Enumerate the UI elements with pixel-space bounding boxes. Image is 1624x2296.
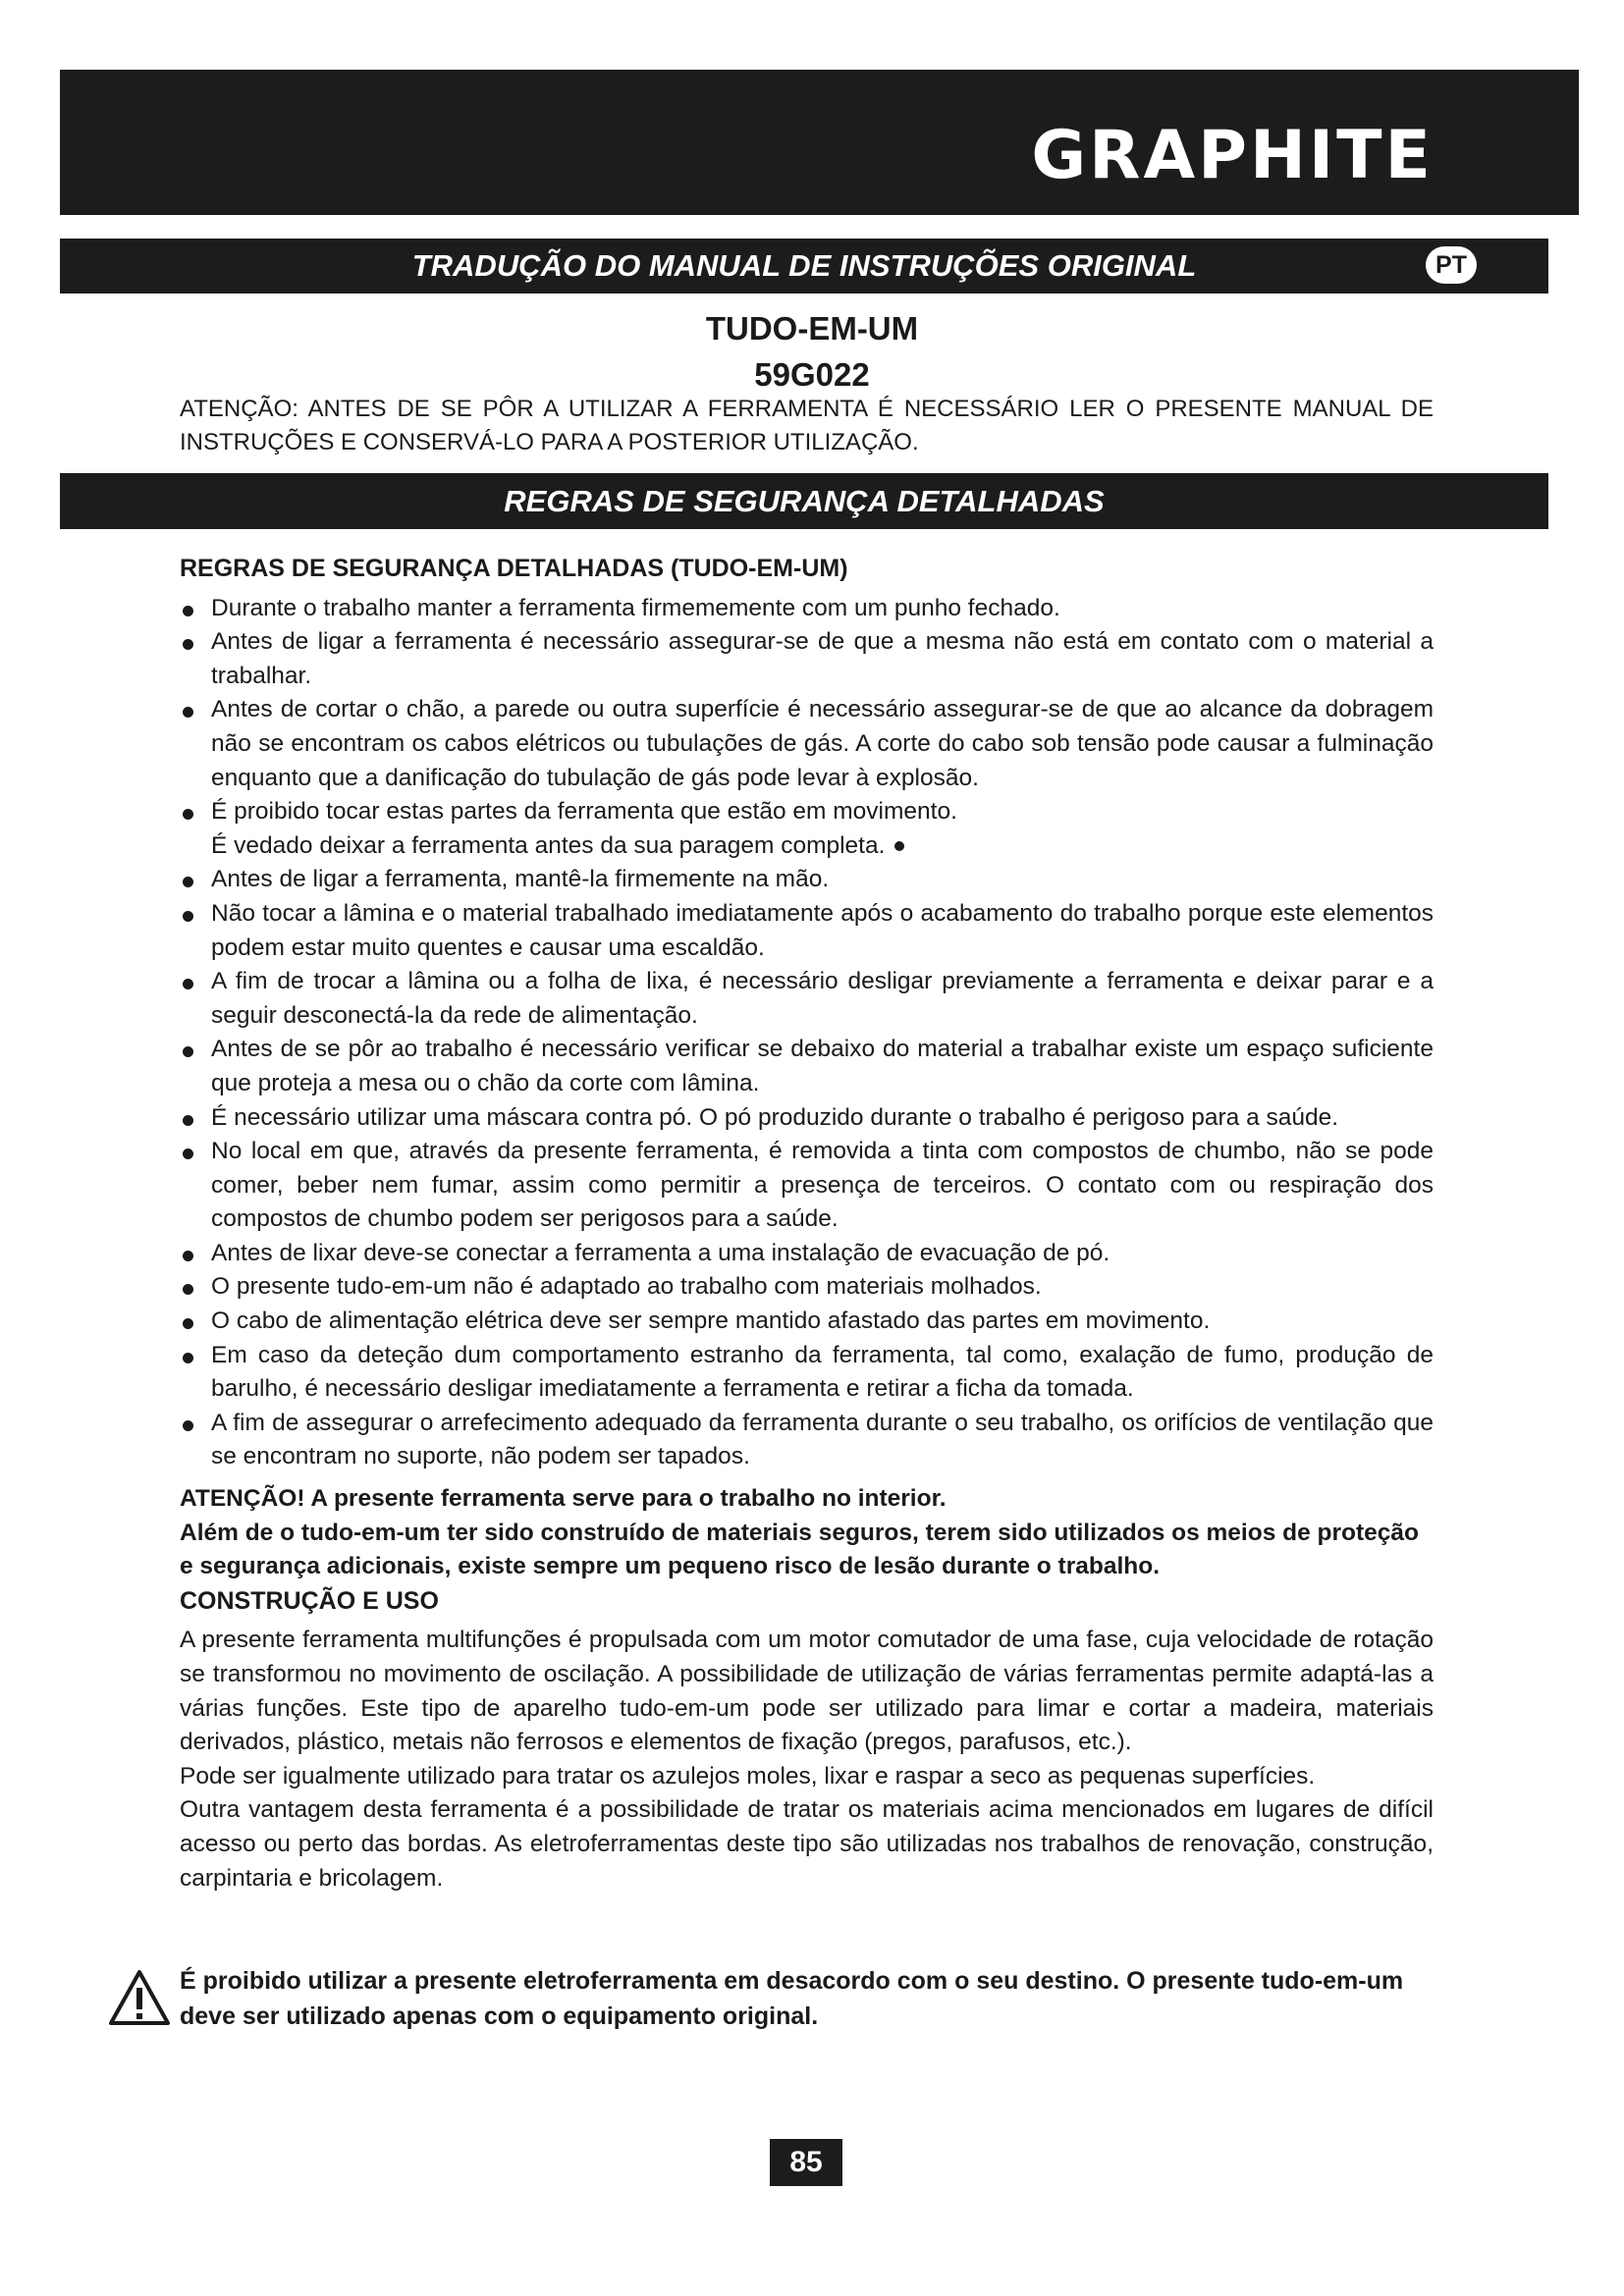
bullet-icon bbox=[183, 1251, 193, 1261]
safety-rules-list bbox=[180, 592, 1434, 1474]
bullet-icon bbox=[183, 639, 193, 650]
final-warning-text: É proibido utilizar a presente eletroferramenta em desacordo com o seu destino. O presente tudo-em-um deve ser utilizado apenas com o equipamento original. bbox=[180, 1967, 1404, 2030]
translation-band bbox=[60, 239, 1548, 294]
list-item: É necessário utilizar uma máscara contra pó. O pó produzido durante o trabalho é perigoso para a saúde. bbox=[180, 1101, 1434, 1136]
list-item: Antes de cortar o chão, a parede ou outra superfície é necessário assegurar-se de que ao alcance da dobragem não se encontram os cabos elétricos ou tubulações de gás. A corte do cabo sob tensão pode causar a fulminação enquanto que a danificação do tubulação de gás pode levar à explosão. bbox=[180, 693, 1434, 795]
header-bar bbox=[60, 70, 1579, 215]
list-item: Antes de lixar deve-se conectar a ferramenta a uma instalação de evacuação de pó. bbox=[180, 1237, 1434, 1271]
list-item: É vedado deixar a ferramenta antes da sua paragem completa. bbox=[180, 829, 1434, 864]
bullet-icon bbox=[183, 979, 193, 989]
list-item: Durante o trabalho manter a ferramenta firmememente com um punho fechado. bbox=[180, 592, 1434, 626]
construction-paragraph: Outra vantagem desta ferramenta é a possibilidade de tratar os materiais acima mencionados em lugares de difícil acesso ou perto das bordas. As eletroferramentas deste tipo são utilizadas nos trabalhos de renovação, construção, carpintaria e bricolagem. bbox=[180, 1796, 1434, 1892]
bullet-icon bbox=[183, 877, 193, 887]
bullet-icon bbox=[183, 1148, 193, 1159]
product-model: 59G022 bbox=[754, 356, 870, 393]
section-band-title: REGRAS DE SEGURANÇA DETALHADAS bbox=[504, 484, 1105, 518]
bullet-icon bbox=[183, 707, 193, 718]
bullet-icon bbox=[183, 1284, 193, 1295]
construction-paragraph: A presente ferramenta multifunções é propulsada com um motor comutador de uma fase, cuja velocidade de rotação se transformou no movimento de oscilação. A possibilidade de utilização de várias ferramentas permite adaptá-las a várias funções. Este tipo de aparelho tudo-em-um pode ser utilizado para limar e cortar a madeira, materiais derivados, plástico, metais não ferrosos e elementos de fixação (pregos, parafusos, etc.). bbox=[180, 1627, 1434, 1756]
bullet-icon bbox=[183, 1115, 193, 1126]
list-item: Antes de ligar a ferramenta é necessário assegurar-se de que a mesma não está em contato com o material a trabalhar. bbox=[180, 625, 1434, 693]
bullet-icon bbox=[183, 1420, 193, 1431]
bullet-icon bbox=[183, 1318, 193, 1329]
list-item: A fim de trocar a lâmina ou a folha de lixa, é necessário desligar previamente a ferramenta e deixar parar e a seguir desconectá-la da rede de alimentação. bbox=[180, 965, 1434, 1033]
construction-paragraph: Pode ser igualmente utilizado para tratar os azulejos moles, lixar e raspar a seco as pequenas superfícies. bbox=[180, 1762, 1316, 1789]
product-title: TUDO-EM-UM bbox=[705, 310, 919, 347]
bullet-icon bbox=[183, 809, 193, 820]
brand-logo: GRAPHITE bbox=[1031, 117, 1434, 194]
translation-band-title: TRADUÇÃO DO MANUAL DE INSTRUÇÕES ORIGINAL bbox=[411, 248, 1197, 283]
list-item: O cabo de alimentação elétrica deve ser sempre mantido afastado das partes em movimento. bbox=[180, 1305, 1434, 1339]
bullet-icon bbox=[183, 1353, 193, 1363]
list-item: Antes de se pôr ao trabalho é necessário verificar se debaixo do material a trabalhar existe um espaço suficiente que proteja a mesa ou o chão da corte com lâmina. bbox=[180, 1033, 1434, 1100]
bullet-icon bbox=[894, 841, 904, 851]
bullet-icon bbox=[183, 911, 193, 922]
list-item: Não tocar a lâmina e o material trabalhado imediatamente após o acabamento do trabalho porque este elementos podem estar muito quentes e causar uma escaldão. bbox=[180, 897, 1434, 965]
list-item: Antes de ligar a ferramenta, mantê-la firmemente na mão. bbox=[180, 863, 1434, 897]
attention-interior-use: ATENÇÃO! A presente ferramenta serve para o trabalho no interior. bbox=[180, 1485, 947, 1513]
attention-read-manual: ATENÇÃO: ANTES DE SE PÔR A UTILIZAR A FERRAMENTA É NECESSÁRIO LER O PRESENTE MANUAL DE INSTRUÇÕES E CONSERVÁ-LO PARA A POSTERIOR UTILIZAÇÃO. bbox=[180, 396, 1434, 455]
list-item: Em caso da deteção dum comportamento estranho da ferramenta, tal como, exalação de fumo, produção de barulho, é necessário desligar imediatamente a ferramenta e retirar a ficha da tomada. bbox=[180, 1339, 1434, 1407]
list-item: O presente tudo-em-um não é adaptado ao trabalho com materiais molhados. bbox=[180, 1270, 1434, 1305]
main-content bbox=[180, 552, 1434, 1896]
bullet-icon bbox=[183, 1046, 193, 1057]
attention-residual-risk: Além de o tudo-em-um ter sido construído de materiais seguros, terem sido utilizados os meios de proteção e segurança adicionais, existe sempre um pequeno risco de lesão durante o trabalho. bbox=[180, 1519, 1420, 1580]
list-item: É proibido tocar estas partes da ferramenta que estão em movimento. bbox=[180, 795, 1434, 829]
warning-triangle-icon bbox=[108, 1969, 171, 2026]
bullet-icon bbox=[183, 606, 193, 616]
rules-heading: REGRAS DE SEGURANÇA DETALHADAS (TUDO-EM-UM) bbox=[180, 555, 848, 582]
section-band bbox=[60, 473, 1548, 529]
construction-heading: CONSTRUÇÃO E USO bbox=[180, 1586, 439, 1615]
final-warning bbox=[108, 1963, 1434, 2034]
language-badge: PT bbox=[1426, 246, 1477, 284]
page-number: 85 bbox=[770, 2139, 842, 2186]
list-item: No local em que, através da presente ferramenta, é removida a tinta com compostos de chumbo, não se pode comer, beber nem fumar, assim como permitir a presença de terceiros. O contato com ou respiração dos compostos de chumbo podem ser perigosos para a saúde. bbox=[180, 1135, 1434, 1237]
list-item: A fim de assegurar o arrefecimento adequado da ferramenta durante o seu trabalho, os orifícios de ventilação que se encontram no suporte, não podem ser tapados. bbox=[180, 1407, 1434, 1474]
